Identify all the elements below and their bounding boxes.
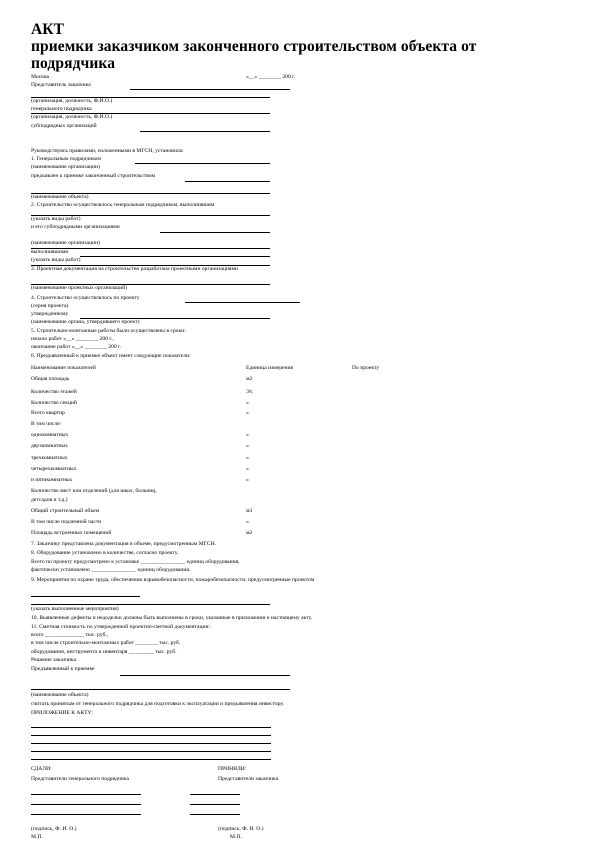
customer-representative-label: Представитель заказчика xyxy=(31,82,91,88)
table-row-unit: « xyxy=(246,410,249,416)
fill-line-7 xyxy=(185,181,270,182)
field-text-1: генерального подрядчика xyxy=(31,106,92,112)
after-text-5: (указать выполненные мероприятия) xyxy=(31,606,119,612)
after-text-10: оборудования, инструмента и инвентаря _________ тыс. руб. xyxy=(31,649,177,655)
fill-line-11 xyxy=(160,232,270,233)
table-row-unit: Эт. xyxy=(246,389,254,395)
after-text-9: в том числе строительно-монтажных работ ________ тыс. руб. xyxy=(31,640,181,646)
table-row-unit: « xyxy=(246,519,249,525)
after-text-6: 10. Выявленные дефекты и недоделки должны быть выполнены в сроки, указанные в приложении к настоящему акту. xyxy=(31,615,313,621)
act-title-line3: подрядчика xyxy=(31,55,116,72)
field-text-24: 6. Предъявленный к приемке объект имеет следующие показатели: xyxy=(31,353,191,359)
field-text-5: 1. Генеральным подрядчиком xyxy=(31,156,101,162)
after-fill-line-13 xyxy=(31,689,290,690)
table-row-label: двухкомнатных xyxy=(31,443,68,449)
act-title-line1: АКТ xyxy=(31,21,65,38)
table-row-label: детсадов и т.д.) xyxy=(31,497,68,503)
table-row-label: трехкомнатных xyxy=(31,455,68,461)
appendix-line xyxy=(31,759,271,760)
field-text-4: Руководствуясь правилами, изложенными в МГСН, установила: xyxy=(31,148,184,154)
city: Москва xyxy=(31,74,50,80)
table-row-label: Количество этажей xyxy=(31,389,77,395)
appendix-line xyxy=(31,751,271,752)
after-text-14: считать принятым от генерального подрядчика для подготовки к эксплуатации и предъявления инвестору. xyxy=(31,701,285,707)
field-text-0: (организация, должность, Ф.И.О.) xyxy=(31,98,113,104)
left-stamp: М.П. xyxy=(31,834,43,840)
table-row-label: и пятикомнатных xyxy=(31,477,73,483)
table-row-unit: м3 xyxy=(246,508,253,514)
after-text-12: Предъявленный к приемке xyxy=(31,666,95,672)
fill-line-5 xyxy=(135,163,270,164)
table-row-unit: « xyxy=(246,432,249,438)
field-text-16: (наименование проектных организаций) xyxy=(31,285,128,291)
fill-line-0 xyxy=(31,97,270,98)
table-header-1: Единица измерения xyxy=(246,365,294,371)
after-text-7: 11. Сметная стоимость по утвержденной проектно-сметной документации: xyxy=(31,624,211,630)
right-stamp: М.П. xyxy=(230,834,242,840)
contractor-representatives-label: Представители генерального подрядчика xyxy=(31,776,129,782)
table-row-unit: м2 xyxy=(246,530,253,536)
after-text-11: Решение заказчика xyxy=(31,657,77,663)
field-text-17: 4. Строительство осуществлялось по проекту xyxy=(31,295,140,301)
customer-representative-line xyxy=(130,89,290,90)
after-text-15: ПРИЛОЖЕНИЕ К АКТУ: xyxy=(31,710,93,716)
after-text-0: 7. Заказчику представлена документация в объеме, предусмотренным МГСН. xyxy=(31,541,217,547)
field-text-15: 3. Проектная документация на строительство разработана проектными организациями xyxy=(31,266,239,272)
after-text-2: Всего по проекту предусмотрено к установке ________________ единиц оборудования, xyxy=(31,559,240,565)
after-text-1: 8. Оборудование установлено в количестве, согласно проекту. xyxy=(31,550,179,556)
field-text-6: (наименование организации) xyxy=(31,164,100,170)
table-row-unit: « xyxy=(246,400,249,406)
fill-line-2 xyxy=(31,113,270,114)
after-text-8: всего ______________ тыс. руб., xyxy=(31,632,109,638)
field-text-7: предъявлен к приемке законченный строительством xyxy=(31,173,156,179)
right-sign-caption: (подпись, Ф. И. О.) xyxy=(218,826,264,832)
signature-line xyxy=(31,814,141,815)
after-text-3: фактически установлено ________________ единиц оборудования. xyxy=(31,567,191,573)
table-row-unit: « xyxy=(246,455,249,461)
signature-line xyxy=(31,794,141,795)
table-row-label: Площадь встроенных помещений xyxy=(31,530,112,536)
table-header-2: По проекту xyxy=(352,365,380,371)
signature-line xyxy=(190,804,240,805)
table-row-label: Всего квартир xyxy=(31,410,65,416)
appendix-line xyxy=(31,727,271,728)
after-text-13: (наименование объекта) xyxy=(31,692,89,698)
appendix-line xyxy=(31,735,271,736)
table-row-unit: « xyxy=(246,443,249,449)
table-row-label: В том числе: xyxy=(31,421,62,427)
field-text-9: 2. Строительство осуществлялось генеральным подрядчиком, выполнившим xyxy=(31,202,215,208)
fill-line-17 xyxy=(185,302,300,303)
field-text-14: (указать виды работ) xyxy=(31,257,81,263)
field-text-11: и его субподрядными организациями xyxy=(31,224,120,230)
customer-representatives-label: Представители заказчика xyxy=(218,776,279,782)
field-text-21: 5. Строительно-монтажные работы были осуществлены в сроки: xyxy=(31,328,186,334)
field-text-10: (указать виды работ) xyxy=(31,216,81,222)
table-row-unit: « xyxy=(246,466,249,472)
table-row-unit: « xyxy=(246,477,249,483)
act-title-line2: приемки заказчиком законченного строительством объекта от xyxy=(31,38,477,55)
signature-line xyxy=(190,794,240,795)
after-fill-line-5 xyxy=(31,604,270,605)
handed-over-label: СДАЛИ: xyxy=(31,766,52,772)
field-text-18: (серия проекта) xyxy=(31,303,69,309)
field-text-23: окончание работ «__» ________ 200 г. xyxy=(31,344,122,350)
after-fill-line-4 xyxy=(31,596,140,597)
field-text-12: (наименование организации) xyxy=(31,240,100,246)
table-row-label: однокомнатных xyxy=(31,432,69,438)
field-text-2: (организация, должность, Ф.И.О.) xyxy=(31,114,113,120)
table-row-label: Общий строительный объем xyxy=(31,508,99,514)
after-fill-line-12 xyxy=(120,675,290,676)
table-row-label: четырехкомнатных xyxy=(31,466,77,472)
appendix-line xyxy=(31,743,271,744)
act-date: «__» ________ 200 г. xyxy=(246,74,296,80)
signature-line xyxy=(190,814,240,815)
field-text-19: утвержденному xyxy=(31,311,69,317)
fill-line-13 xyxy=(80,256,270,257)
after-text-4: 9. Мероприятия по охране труда, обеспечению взрывобезопасности, пожаробезопасности, предусмотренные проектом xyxy=(31,577,315,583)
accepted-label: ПРИНЯЛИ: xyxy=(218,766,247,772)
field-text-8: (наименование объекта) xyxy=(31,194,89,200)
field-text-20: (наименование органа, утвердившего проект) xyxy=(31,319,140,325)
table-row-unit: м2 xyxy=(246,376,253,382)
table-row-label: Количество мест или отделений (для школ, больниц, xyxy=(31,488,157,494)
signature-line xyxy=(31,804,141,805)
fill-line-3 xyxy=(140,131,270,132)
table-row-label: В том числе подземной части xyxy=(31,519,102,525)
left-sign-caption: (подпись, Ф. И. О.) xyxy=(31,826,77,832)
field-text-13: выполнившими xyxy=(31,249,69,255)
field-text-22: начало работ «__» ________ 200 г., xyxy=(31,336,114,342)
fill-line-8 xyxy=(31,193,270,194)
table-row-label: Количество секций xyxy=(31,400,77,406)
table-header-0: Наименование показателей xyxy=(31,365,96,371)
table-row-label: Общая площадь xyxy=(31,376,70,382)
field-text-3: субподрядных организаций xyxy=(31,123,97,129)
